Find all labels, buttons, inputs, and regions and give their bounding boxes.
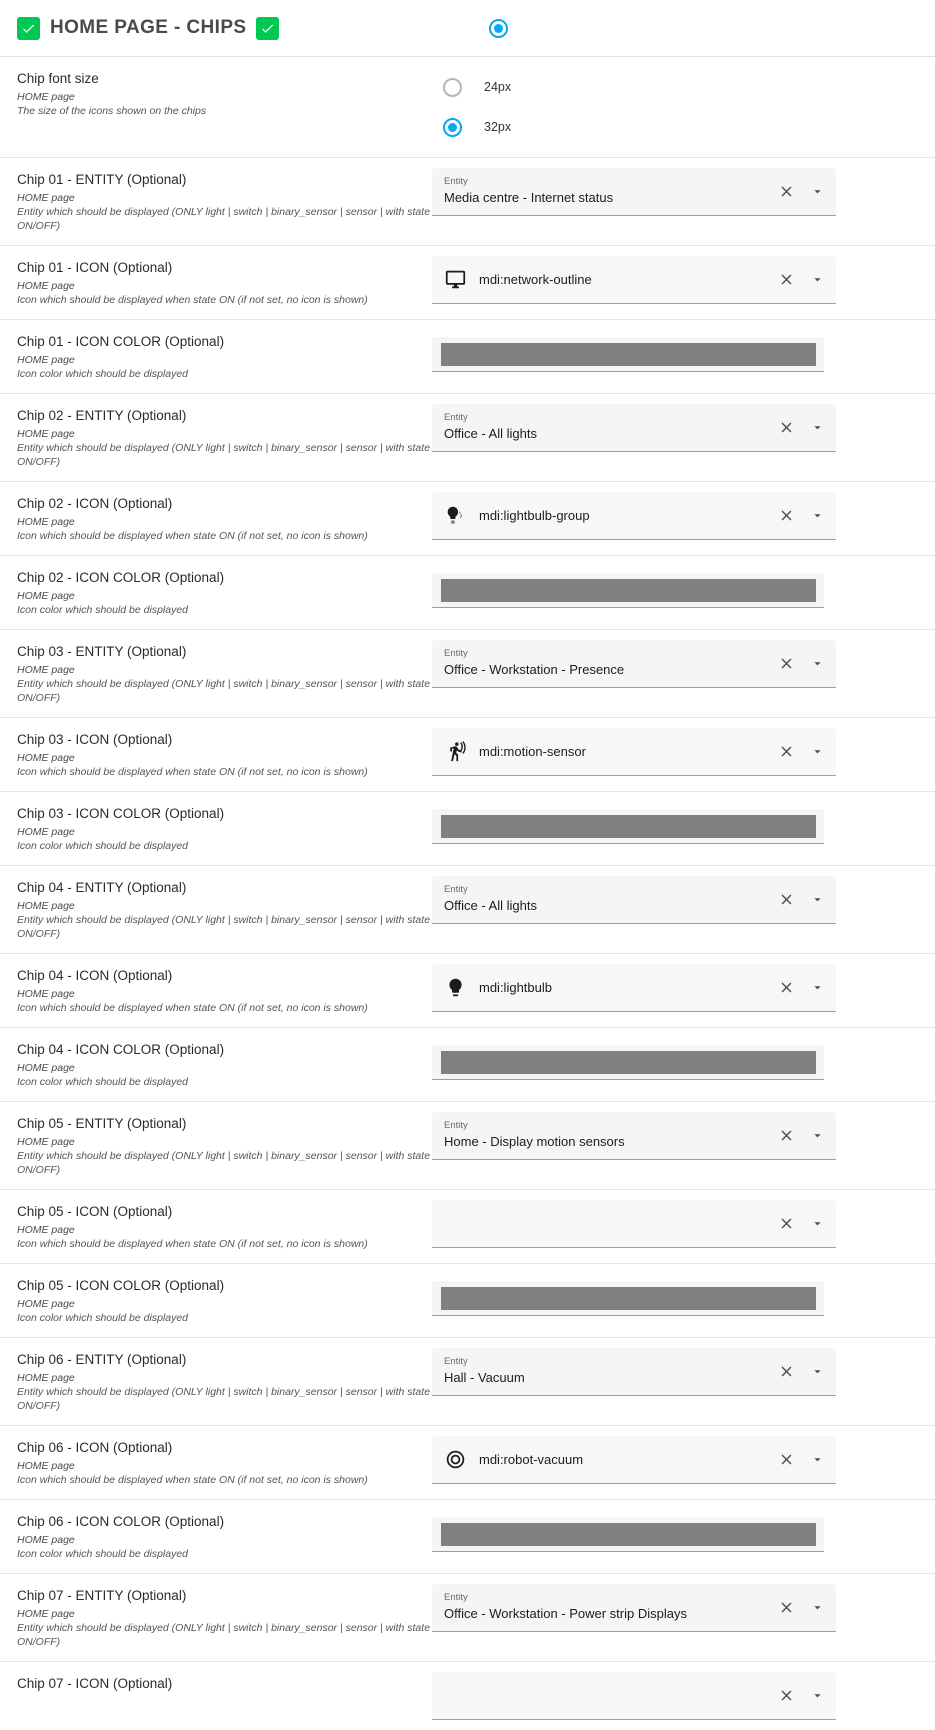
row-title: Chip 06 - ICON COLOR (Optional)	[17, 1514, 225, 1529]
chevron-down-icon[interactable]	[806, 181, 828, 203]
entity-field-value: Office - All lights	[444, 426, 537, 441]
row-title: Chip 06 - ICON (Optional)	[17, 1440, 173, 1455]
entity-field-label: Entity	[444, 1356, 468, 1367]
row-title: Chip 05 - ICON COLOR (Optional)	[17, 1278, 225, 1293]
close-icon[interactable]	[775, 653, 797, 675]
section-header	[0, 0, 935, 57]
chevron-down-icon[interactable]	[806, 417, 828, 439]
chevron-down-icon[interactable]	[806, 1685, 828, 1707]
icon-picker[interactable]	[432, 1436, 836, 1484]
row-description	[17, 1500, 432, 1573]
entity-field-actions	[767, 889, 828, 911]
close-icon[interactable]	[775, 1685, 797, 1707]
entity-field-actions	[767, 1597, 828, 1619]
row-title: Chip font size	[17, 71, 99, 86]
row-setting	[0, 482, 935, 556]
row-page-name: HOME page	[17, 1372, 75, 1384]
row-description	[17, 1574, 432, 1661]
row-description	[17, 1426, 432, 1499]
row-title: Chip 04 - ICON COLOR (Optional)	[17, 1042, 225, 1057]
entity-field-value: Office - Workstation - Presence	[444, 662, 625, 677]
row-control	[432, 246, 918, 314]
radio-32px-label: 32px	[484, 120, 512, 134]
chevron-down-icon[interactable]	[806, 653, 828, 675]
row-help-text: Icon color which should be displayed	[17, 1548, 189, 1560]
close-icon[interactable]	[775, 1361, 797, 1383]
row-setting	[0, 1102, 935, 1190]
color-swatch[interactable]	[441, 815, 816, 838]
radio-24px-label: 24px	[484, 80, 512, 94]
icon-picker-body	[444, 1207, 767, 1241]
row-help-text: Entity which should be displayed (ONLY light | switch | binary_sensor | sensor | with state ON/OFF)	[17, 1622, 431, 1648]
icon-field-actions	[767, 269, 828, 291]
icon-picker[interactable]	[432, 964, 836, 1012]
motion-sensor-icon	[444, 741, 466, 763]
icon-picker-body	[444, 1443, 767, 1477]
page-title: HOME PAGE - CHIPS	[50, 17, 247, 38]
entity-field-value: Home - Display motion sensors	[444, 1134, 625, 1149]
icon-field-value: mdi:robot-vacuum	[479, 1451, 584, 1467]
header-radio-group	[477, 19, 508, 38]
row-page-name: HOME page	[17, 664, 75, 676]
row-title: Chip 07 - ENTITY (Optional)	[17, 1588, 187, 1603]
row-setting	[0, 1264, 935, 1338]
icon-picker[interactable]	[432, 1672, 836, 1720]
color-picker[interactable]	[432, 1517, 824, 1552]
row-help-text: Entity which should be displayed (ONLY light | switch | binary_sensor | sensor | with state ON/OFF)	[17, 914, 431, 940]
entity-field-value: Hall - Vacuum	[444, 1370, 525, 1385]
lightbulb-icon	[444, 977, 466, 999]
close-icon[interactable]	[775, 1449, 797, 1471]
row-help-text: Entity which should be displayed (ONLY light | switch | binary_sensor | sensor | with state ON/OFF)	[17, 442, 431, 468]
icon-picker-body	[444, 499, 767, 533]
entity-picker[interactable]	[432, 168, 836, 216]
monitor-icon	[444, 269, 466, 291]
color-swatch[interactable]	[441, 1287, 816, 1310]
icon-picker[interactable]	[432, 256, 836, 304]
row-control	[432, 1028, 918, 1094]
entity-field-actions	[767, 417, 828, 439]
row-setting	[0, 866, 935, 954]
row-control	[432, 1574, 918, 1642]
color-picker[interactable]	[432, 809, 824, 844]
chevron-down-icon[interactable]	[806, 977, 828, 999]
row-title: Chip 02 - ICON (Optional)	[17, 496, 173, 511]
row-title: Chip 05 - ICON (Optional)	[17, 1204, 173, 1219]
row-chip-font-size	[0, 57, 935, 158]
entity-picker-body	[444, 406, 767, 449]
row-help-text: Icon which should be displayed when state ON (if not set, no icon is shown)	[17, 1002, 368, 1014]
radio-32px[interactable]	[443, 118, 462, 137]
entity-picker[interactable]	[432, 876, 836, 924]
row-control	[432, 954, 918, 1022]
row-setting	[0, 1190, 935, 1264]
chevron-down-icon[interactable]	[806, 269, 828, 291]
row-title: Chip 02 - ICON COLOR (Optional)	[17, 570, 225, 585]
row-help-text: Icon which should be displayed when state ON (if not set, no icon is shown)	[17, 1238, 368, 1250]
row-control	[432, 482, 918, 550]
row-setting	[0, 792, 935, 866]
row-control	[432, 1500, 918, 1566]
icon-field-actions	[767, 741, 828, 763]
row-title: Chip 01 - ICON COLOR (Optional)	[17, 334, 225, 349]
color-swatch[interactable]	[441, 1523, 816, 1546]
entity-picker[interactable]	[432, 1112, 836, 1160]
row-control	[432, 1190, 918, 1258]
row-page-name: HOME page	[17, 1298, 75, 1310]
row-description	[17, 718, 432, 791]
entity-field-actions	[767, 653, 828, 675]
row-control	[432, 394, 918, 462]
row-description	[17, 630, 432, 717]
row-help-text: Entity which should be displayed (ONLY light | switch | binary_sensor | sensor | with state ON/OFF)	[17, 1150, 431, 1176]
entity-field-label: Entity	[444, 648, 468, 659]
entity-picker[interactable]	[432, 404, 836, 452]
row-control	[432, 630, 918, 698]
row-title: Chip 03 - ENTITY (Optional)	[17, 644, 187, 659]
row-title: Chip 02 - ENTITY (Optional)	[17, 408, 187, 423]
robot-vacuum-icon	[444, 1449, 466, 1471]
row-title: Chip 04 - ICON (Optional)	[17, 968, 173, 983]
icon-picker-body	[444, 263, 767, 297]
row-title: Chip 06 - ENTITY (Optional)	[17, 1352, 187, 1367]
entity-picker[interactable]	[432, 1584, 836, 1632]
row-page-name: HOME page	[17, 900, 75, 912]
row-page-name: HOME page	[17, 516, 75, 528]
color-swatch[interactable]	[441, 343, 816, 366]
row-control	[432, 1426, 918, 1494]
chevron-down-icon[interactable]	[806, 1449, 828, 1471]
font-size-option-24[interactable]	[432, 67, 918, 107]
entity-picker[interactable]	[432, 1348, 836, 1396]
row-title: Chip 04 - ENTITY (Optional)	[17, 880, 187, 895]
entity-field-actions	[767, 1125, 828, 1147]
chevron-down-icon[interactable]	[806, 1125, 828, 1147]
icon-field-value-wrap	[444, 741, 767, 763]
entity-picker[interactable]	[432, 640, 836, 688]
row-control	[432, 1662, 918, 1730]
row-page-name: HOME page	[17, 280, 75, 292]
row-help-text: Icon color which should be displayed	[17, 368, 189, 380]
entity-picker-body	[444, 1586, 767, 1629]
row-setting	[0, 320, 935, 394]
row-help-text: Icon which should be displayed when state ON (if not set, no icon is shown)	[17, 766, 368, 778]
row-description	[17, 246, 432, 319]
entity-field-label: Entity	[444, 1120, 468, 1131]
entity-field-value: Office - Workstation - Power strip Displays	[444, 1606, 687, 1621]
entity-picker-body	[444, 642, 767, 685]
row-page-name: HOME page	[17, 428, 75, 440]
enable-section-checkbox-right[interactable]	[256, 17, 279, 40]
row-control	[432, 1264, 918, 1330]
row-help-text: Entity which should be displayed (ONLY light | switch | binary_sensor | sensor | with state ON/OFF)	[17, 1386, 431, 1412]
settings-rows	[0, 158, 935, 1730]
icon-picker[interactable]	[432, 728, 836, 776]
icon-field-value-wrap	[444, 505, 767, 527]
entity-field-value: Office - All lights	[444, 898, 537, 913]
chevron-down-icon[interactable]	[806, 1597, 828, 1619]
row-title: Chip 01 - ENTITY (Optional)	[17, 172, 187, 187]
chevron-down-icon[interactable]	[806, 1361, 828, 1383]
row-control	[432, 792, 918, 858]
row-description	[17, 1264, 432, 1337]
row-setting	[0, 954, 935, 1028]
row-page-name: HOME page	[17, 1534, 75, 1546]
close-icon[interactable]	[775, 1125, 797, 1147]
row-title: Chip 05 - ENTITY (Optional)	[17, 1116, 187, 1131]
close-icon[interactable]	[775, 1213, 797, 1235]
close-icon[interactable]	[775, 417, 797, 439]
icon-picker-body	[444, 735, 767, 769]
icon-field-value: mdi:lightbulb	[479, 979, 552, 995]
entity-field-label: Entity	[444, 412, 468, 423]
row-page-name: HOME page	[17, 354, 75, 366]
row-page-name: HOME page	[17, 1136, 75, 1148]
row-page-name: HOME page	[17, 1224, 75, 1236]
row-setting	[0, 1028, 935, 1102]
icon-field-value: mdi:motion-sensor	[479, 743, 586, 759]
row-help-text: The size of the icons shown on the chips	[17, 105, 207, 117]
close-icon[interactable]	[775, 741, 797, 763]
icon-picker-body	[444, 1679, 767, 1713]
icon-field-actions	[767, 1685, 828, 1707]
row-description	[17, 394, 432, 481]
row-title: Chip 01 - ICON (Optional)	[17, 260, 173, 275]
row-description	[17, 1190, 432, 1263]
row-description	[17, 954, 432, 1027]
row-description	[17, 1338, 432, 1425]
row-help-text: Icon color which should be displayed	[17, 840, 189, 852]
row-page-name: HOME page	[17, 192, 75, 204]
icon-field-value-wrap	[444, 1213, 767, 1235]
row-setting	[0, 1338, 935, 1426]
row-description	[17, 1102, 432, 1189]
entity-picker-body	[444, 170, 767, 213]
row-control	[432, 1102, 918, 1170]
row-page-name: HOME page	[17, 752, 75, 764]
entity-picker-body	[444, 1114, 767, 1157]
icon-field-value-wrap	[444, 1449, 767, 1471]
row-help-text: Icon which should be displayed when state ON (if not set, no icon is shown)	[17, 294, 368, 306]
row-control	[432, 320, 918, 386]
icon-field-value: mdi:network-outline	[479, 271, 592, 287]
row-title: Chip 03 - ICON (Optional)	[17, 732, 173, 747]
row-help-text: Entity which should be displayed (ONLY light | switch | binary_sensor | sensor | with state ON/OFF)	[17, 678, 431, 704]
icon-picker[interactable]	[432, 492, 836, 540]
chevron-down-icon[interactable]	[806, 1213, 828, 1235]
row-description	[17, 866, 432, 953]
row-help-text: Icon color which should be displayed	[17, 1312, 189, 1324]
row-setting	[0, 1500, 935, 1574]
font-size-option-32[interactable]	[432, 107, 918, 147]
row-setting	[0, 718, 935, 792]
header-radio-selected[interactable]	[489, 19, 508, 38]
row-control	[432, 1338, 918, 1406]
color-swatch[interactable]	[441, 579, 816, 602]
chevron-down-icon[interactable]	[806, 505, 828, 527]
row-help-text: Icon color which should be displayed	[17, 604, 189, 616]
row-title: Chip 03 - ICON COLOR (Optional)	[17, 806, 225, 821]
row-setting	[0, 1662, 935, 1730]
enable-section-checkbox-left[interactable]	[17, 17, 40, 40]
icon-field-actions	[767, 1449, 828, 1471]
close-icon[interactable]	[775, 1597, 797, 1619]
row-description	[17, 1028, 432, 1101]
row-help-text: Icon which should be displayed when state ON (if not set, no icon is shown)	[17, 1474, 368, 1486]
header-left-group	[17, 17, 477, 40]
color-picker[interactable]	[432, 1045, 824, 1080]
entity-field-label: Entity	[444, 884, 468, 895]
close-icon[interactable]	[775, 889, 797, 911]
lightbulb-group-icon	[444, 505, 466, 527]
entity-field-actions	[767, 181, 828, 203]
color-swatch[interactable]	[441, 1051, 816, 1074]
row-description	[17, 1662, 432, 1707]
row-description	[17, 158, 432, 245]
empty-icon	[444, 1213, 466, 1235]
entity-picker-body	[444, 1350, 767, 1393]
entity-field-label: Entity	[444, 176, 468, 187]
row-page-name: HOME page	[17, 1062, 75, 1074]
row-page-name: HOME page	[17, 988, 75, 1000]
icon-picker-body	[444, 971, 767, 1005]
close-icon[interactable]	[775, 181, 797, 203]
row-description	[17, 792, 432, 865]
color-picker[interactable]	[432, 337, 824, 372]
radio-24px[interactable]	[443, 78, 462, 97]
row-setting	[0, 556, 935, 630]
row-setting	[0, 1426, 935, 1500]
entity-picker-body	[444, 878, 767, 921]
row-setting	[0, 630, 935, 718]
row-help-text: Icon which should be displayed when state ON (if not set, no icon is shown)	[17, 530, 368, 542]
icon-field-value-wrap	[444, 1685, 767, 1707]
row-page-name: HOME page	[17, 1460, 75, 1472]
row-control	[432, 556, 918, 622]
row-description	[17, 556, 432, 629]
entity-field-label: Entity	[444, 1592, 468, 1603]
icon-picker[interactable]	[432, 1200, 836, 1248]
row-help-text: Entity which should be displayed (ONLY light | switch | binary_sensor | sensor | with state ON/OFF)	[17, 206, 431, 232]
row-description	[17, 482, 432, 555]
row-page-name: HOME page	[17, 826, 75, 838]
row-control	[432, 57, 918, 157]
row-control	[432, 866, 918, 934]
row-help-text: Icon color which should be displayed	[17, 1076, 189, 1088]
color-picker[interactable]	[432, 573, 824, 608]
close-icon[interactable]	[775, 505, 797, 527]
row-control	[432, 718, 918, 786]
row-control	[432, 158, 918, 226]
row-title: Chip 07 - ICON (Optional)	[17, 1676, 173, 1691]
icon-field-actions	[767, 505, 828, 527]
chevron-down-icon[interactable]	[806, 741, 828, 763]
row-description	[17, 57, 432, 130]
row-setting	[0, 1574, 935, 1662]
icon-field-actions	[767, 977, 828, 999]
row-page-name: HOME page	[17, 91, 75, 103]
chevron-down-icon[interactable]	[806, 889, 828, 911]
row-setting	[0, 394, 935, 482]
color-picker[interactable]	[432, 1281, 824, 1316]
row-page-name: HOME page	[17, 1608, 75, 1620]
icon-field-actions	[767, 1213, 828, 1235]
icon-field-value-wrap	[444, 977, 767, 999]
empty-icon	[444, 1685, 466, 1707]
row-description	[17, 320, 432, 393]
entity-field-actions	[767, 1361, 828, 1383]
close-icon[interactable]	[775, 977, 797, 999]
icon-field-value: mdi:lightbulb-group	[479, 507, 590, 523]
row-setting	[0, 158, 935, 246]
entity-field-value: Media centre - Internet status	[444, 190, 614, 205]
row-setting	[0, 246, 935, 320]
icon-field-value-wrap	[444, 269, 767, 291]
row-page-name: HOME page	[17, 590, 75, 602]
close-icon[interactable]	[775, 269, 797, 291]
